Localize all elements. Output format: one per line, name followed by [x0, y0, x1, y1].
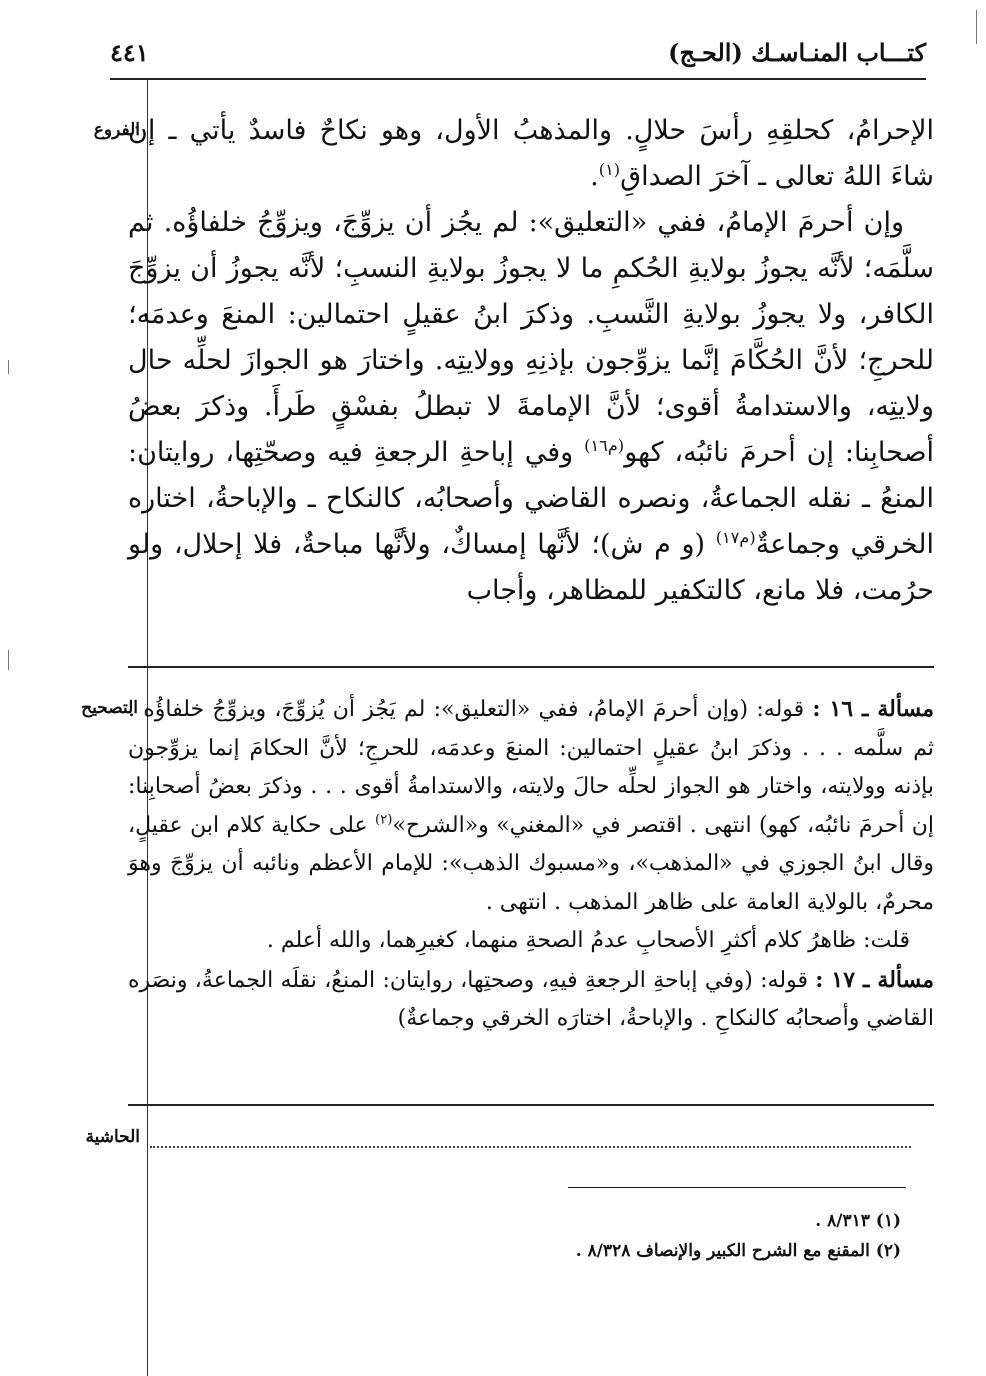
footnote-2: (٢) المقنع مع الشرح الكبير والإنصاف ٨/٣٢٨ .: [575, 1241, 901, 1261]
qult-paragraph: قلت: ظاهرُ كلام أكثرِ الأصحابِ عدمُ الصحةِ منهما، كغيرِهما، والله أعلم .: [266, 928, 910, 953]
issue-16-text-2: على حكاية كلام ابن عقيلٍ، وقال ابنُ الجوزي في «المذهب»، و«مسبوك الذهب»: للإمام الأعظم ونائبه أن يزوِّجَ وهوَ محرمٌ، بالولاية العامة على ظاهر المذهب . انتهى .: [128, 812, 934, 915]
scan-artifact: [8, 650, 9, 670]
issue-16-label: مسألة ـ ١٦ :: [812, 696, 934, 722]
footnotes: [400, 1206, 901, 1266]
main-paragraph-1: [128, 108, 934, 200]
page-number: ٤٤١: [110, 38, 149, 67]
page-header: [110, 38, 926, 78]
main-p1-text: الإحرامُ، كحلقِهِ رأسَ حلالٍ. والمذهبُ الأول، وهو نكاحٌ فاسدٌ يأتي ـ إن شاءَ اللهُ تعالى ـ آخرَ الصداقِ: [128, 115, 934, 192]
issue-ref-17: (م١٧): [715, 528, 756, 547]
issue-17-label: مسألة ـ ١٧ :: [815, 966, 935, 993]
issue-17: [128, 961, 934, 1039]
scan-artifact: [8, 360, 9, 374]
scan-artifact: [976, 10, 977, 44]
issue-17-text: قوله: (وفي إباحةِ الرجعةِ فيهِ، وصحتِها، روايتان: المنعُ، نقلَه الجماعةُ، ونصَره القاضي وأصحابُه كالنكاحِ . والإباحةُ، اختارَه الخرقي وجماعةٌ): [128, 967, 934, 1031]
issue-ref-16: (م١٦): [584, 436, 625, 455]
hashiya-dotted-line: [150, 1146, 911, 1148]
main-paragraph-2: [128, 200, 934, 614]
main-p1-end: .: [590, 161, 599, 192]
main-p2-text-c: (و م ش)؛ لأنَّها إمساكٌ، ولأنَّها مباحةٌ، فلا إحلال، ولو حرُمت، فلا مانع، كالتكفير للمظاهر، وأجاب: [128, 529, 934, 606]
footnote-1: (١) ٨/٣١٣ .: [815, 1211, 901, 1231]
footnote-ref-2: (٢): [375, 812, 393, 828]
section-label-furoo: الفروع: [93, 120, 140, 140]
tashih-text: [128, 690, 934, 1039]
section-divider: [128, 666, 934, 668]
main-p2-text-b: وفي إباحةِ الرجعةِ فيه وصحّتِها، روايتان: المنعُ ـ نقله الجماعةُ، ونصره القاضي وأصحابُه، كالنكاح ـ والإباحةُ، اختاره الخرقي وجماعةٌ: [128, 437, 934, 560]
footnote-rule: [568, 1187, 906, 1188]
issue-16: [128, 690, 934, 922]
header-rule: [110, 78, 926, 80]
section-divider: [128, 1104, 934, 1106]
footnote-ref-1: (١): [598, 160, 621, 179]
issue-16-text: قوله: (وإن أحرمَ الإمامُ، ففي «التعليق»: لم يَجُز أن يُزوِّجَ، ويزوِّجُ خلفاؤُه . ثم سلَّمه . . . وذكرَ ابنُ عقيلٍ احتمالين: المنعَ وعدمَه، للحرجِ؛ لأنَّ الحكامَ إنما يزوِّجون بإذنه وولايته، واختار هو الجواز لحلِّه حالَ ولايته، والاستدامةُ أقوى . . . وذكرَ بعضُ أصحابِنا: إن أحرمَ نائبُه، كهو) انتهى . اقتصر في «المغني» و«الشرح»: [128, 697, 934, 838]
section-label-tashih: التصحيح: [81, 698, 138, 718]
main-p2-text-a: وإن أحرمَ الإمامُ، ففي «التعليق»: لم يجُز أن يزوِّجَ، ويزوِّجُ خلفاؤُه. ثم سلَّمَه؛ لأنَّه يجوزُ بولايةِ الحُكمِ ما لا يجوزُ بولايةِ النسبِ؛ لأنَّه يجوزُ أن يزوِّجَ الكافر، ولا يجوزُ بولايةِ النَّسبِ. وذكرَ ابنُ عقيلٍ احتمالين: المنعَ وعدمَه؛ للحرجِ؛ لأنَّ الحُكَّامَ إنَّما يزوِّجون بإذنِهِ وولايتِه. واختارَ هو الجوازَ لحلِّه حال ولايتِه، والاستدامةُ أقوى؛ لأنَّ الإمامةَ لا تبطلُ بفسْقٍ طَرأَ. وذكرَ بعضُ أصحابِنا: إن أحرمَ نائبُه، كهو: [128, 207, 934, 468]
section-label-hashiya: الحاشية: [85, 1127, 140, 1147]
running-title: كتـــاب المنـاسـك (الحـج): [668, 38, 926, 67]
main-text: [128, 108, 934, 614]
